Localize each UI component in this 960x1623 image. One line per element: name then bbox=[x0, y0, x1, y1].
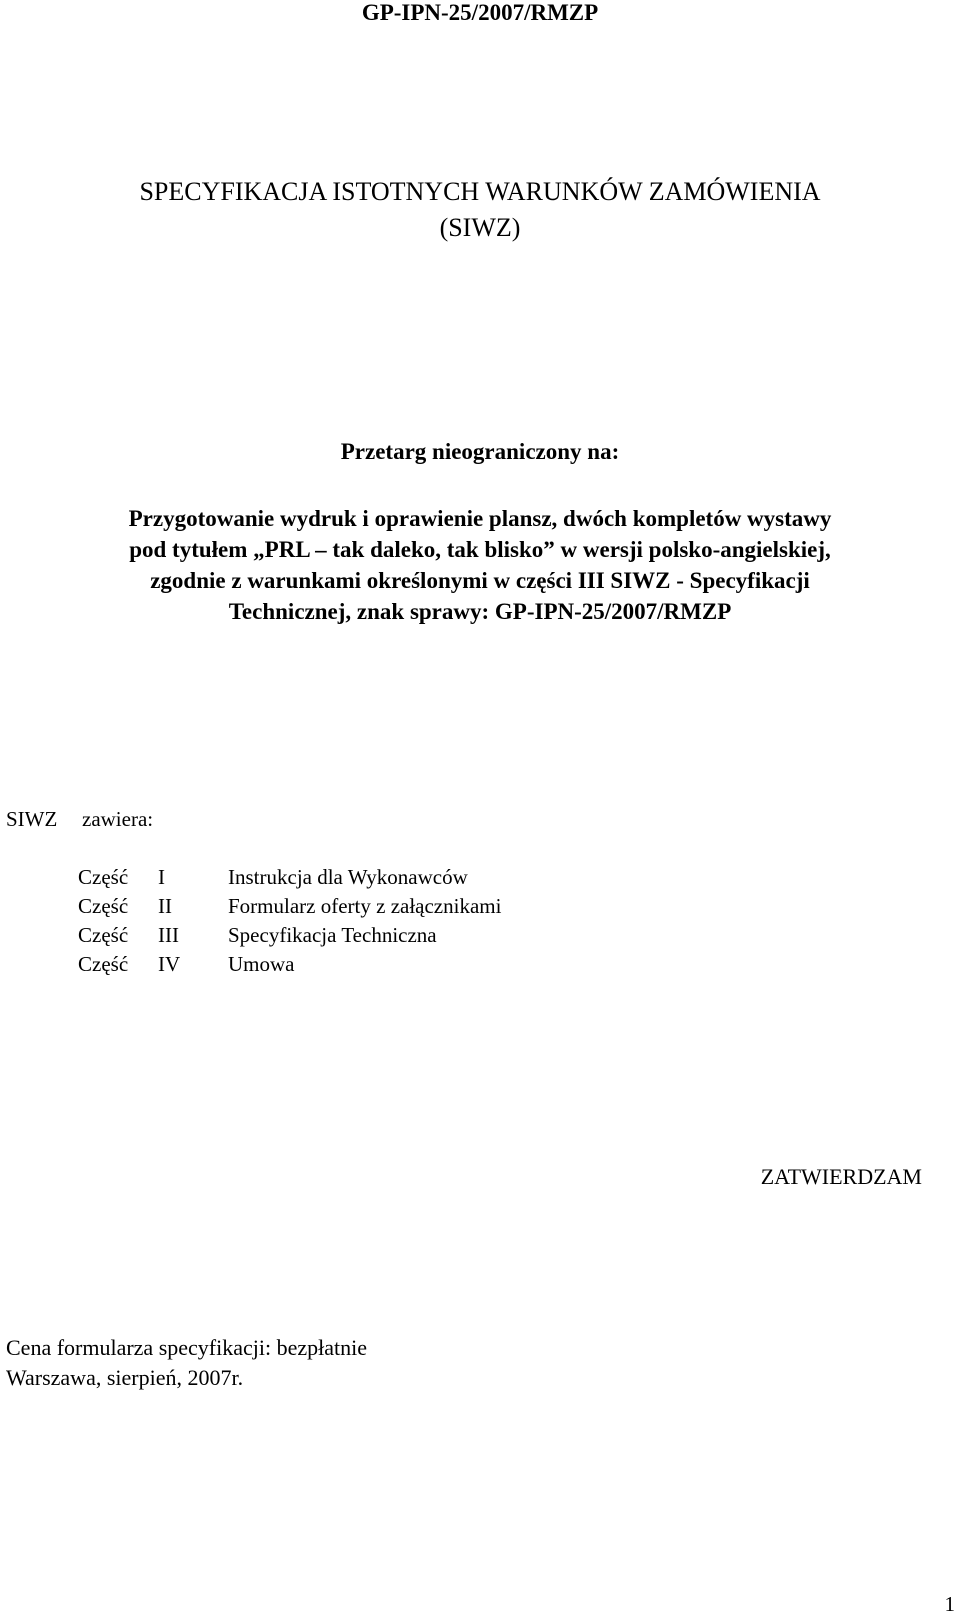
document-title-line-1: SPECYFIKACJA ISTOTNYCH WARUNKÓW ZAMÓWIENIA bbox=[139, 177, 821, 206]
part-description: Specyfikacja Techniczna bbox=[228, 923, 437, 947]
parts-list bbox=[78, 863, 501, 979]
approval-label: ZATWIERDZAM bbox=[760, 1164, 922, 1189]
tender-description bbox=[20, 503, 940, 627]
part-label: Część bbox=[78, 923, 129, 947]
list-item bbox=[78, 921, 501, 950]
part-number: III bbox=[158, 923, 179, 947]
place-date: Warszawa, sierpień, 2007r. bbox=[6, 1365, 244, 1390]
list-item bbox=[78, 892, 501, 921]
contents-label bbox=[6, 806, 153, 832]
part-label: Część bbox=[78, 865, 129, 889]
page-number: 1 bbox=[944, 1592, 955, 1616]
contents-label-siwz: SIWZ bbox=[6, 807, 58, 831]
part-label: Część bbox=[78, 894, 129, 918]
tender-heading: Przetarg nieograniczony na: bbox=[340, 439, 620, 464]
tender-description-line: Przygotowanie wydruk i oprawienie plansz, dwóch kompletów wystawy bbox=[128, 506, 832, 531]
list-item bbox=[78, 863, 501, 892]
part-number: I bbox=[158, 865, 165, 889]
part-number: IV bbox=[158, 952, 181, 976]
part-label: Część bbox=[78, 952, 129, 976]
footer-info bbox=[6, 1333, 367, 1393]
part-description: Instrukcja dla Wykonawców bbox=[228, 865, 468, 889]
tender-description-line: zgodnie z warunkami określonymi w części III SIWZ - Specyfikacji bbox=[150, 568, 810, 593]
part-description: Umowa bbox=[228, 952, 295, 976]
document-title bbox=[0, 174, 960, 246]
part-description: Formularz oferty z załącznikami bbox=[228, 894, 502, 918]
tender-description-line: pod tytułem „PRL – tak daleko, tak blisko” w wersji polsko-angielskiej, bbox=[129, 537, 831, 562]
document-title-line-2: (SIWZ) bbox=[439, 213, 521, 242]
part-number: II bbox=[158, 894, 172, 918]
price-note: Cena formularza specyfikacji: bezpłatnie bbox=[6, 1335, 367, 1360]
document-code-header: GP-IPN-25/2007/RMZP bbox=[361, 0, 599, 25]
tender-description-line: Technicznej, znak sprawy: GP-IPN-25/2007/RMZP bbox=[228, 599, 732, 624]
contents-label-contains: zawiera: bbox=[82, 807, 154, 831]
list-item bbox=[78, 950, 501, 979]
